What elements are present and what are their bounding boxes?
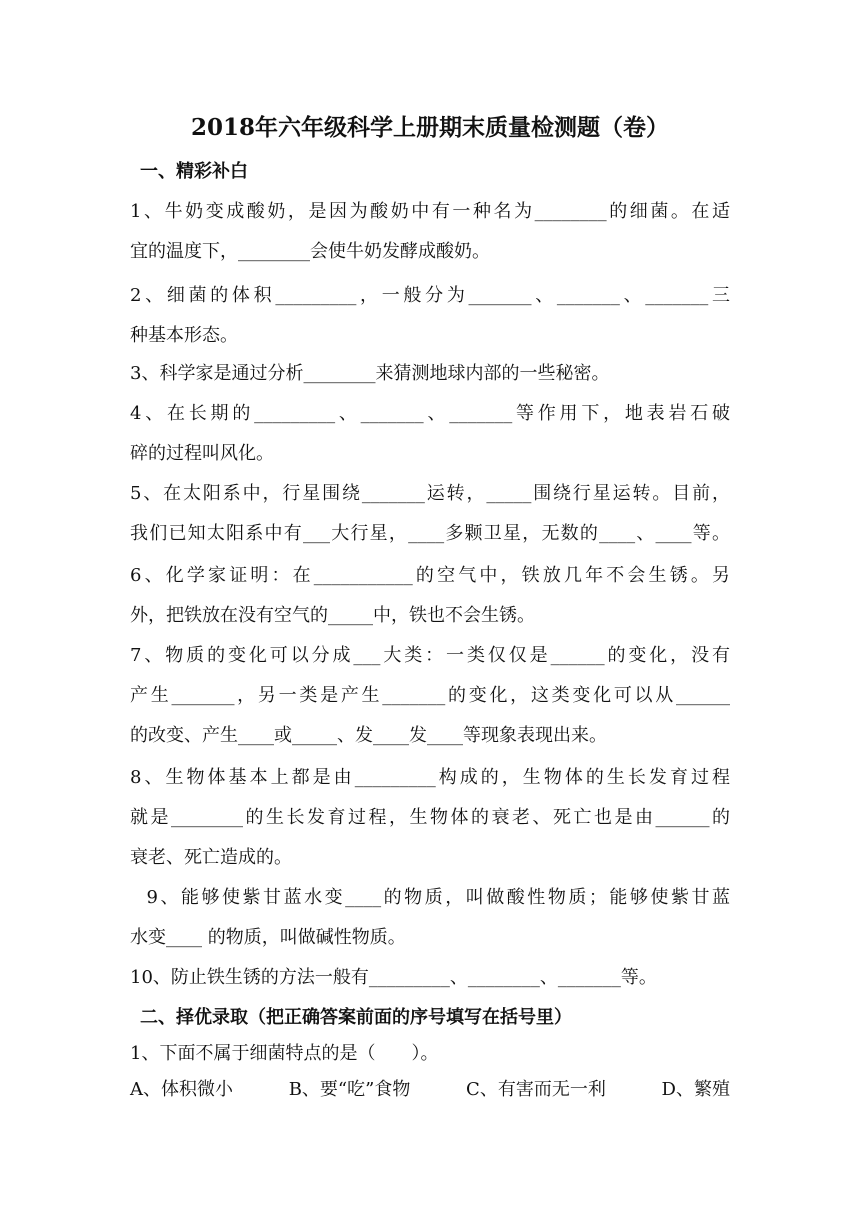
question-line: 5、在太阳系中，行星围绕_______运转，_____围绕行星运转。目前， (130, 483, 730, 504)
question-line: 7、物质的变化可以分成___大类：一类仅仅是______的变化，没有 (130, 645, 730, 666)
section-2-heading: 二、择优录取（把正确答案前面的序号填写在括号里） (140, 1007, 572, 1028)
choice-options (130, 1076, 730, 1104)
question-7 (130, 636, 730, 756)
question-line: 6、化学家证明：在___________的空气中，铁放几年不会生锈。另 (130, 565, 730, 586)
option-b: B、要“吃”食物 (288, 1079, 411, 1100)
page-title: 2018年六年级科学上册期末质量检测题（卷） (190, 114, 669, 141)
question-9 (130, 878, 730, 958)
question-line: 的改变、产生____或_____、发____发____等现象表现出来。 (130, 725, 607, 746)
question-10 (130, 958, 730, 998)
question-8 (130, 758, 730, 878)
section-1-heading: 一、精彩补白 (140, 161, 248, 182)
question-line: 产生_______，另一类是产生_______的变化，这类变化可以从______ (130, 685, 730, 706)
question-line: 我们已知太阳系中有___大行星，____多颗卫星，无数的____、____等。 (130, 523, 730, 544)
option-c: C、有害而无一利 (466, 1079, 606, 1100)
option-d: D、繁殖 (661, 1079, 730, 1100)
choice-question-1 (130, 1034, 730, 1074)
option-a: A、体积微小 (130, 1079, 233, 1100)
question-line: 2、细菌的体积_________，一般分为_______、_______、_______三 (130, 285, 730, 306)
question-6 (130, 556, 730, 636)
question-line: 就是________的生长发育过程，生物体的衰老、死亡也是由______的 (130, 807, 730, 828)
question-line: 10、防止铁生锈的方法一般有_________、________、_______等。 (130, 967, 657, 988)
question-stem: 1、下面不属于细菌特点的是（ ）。 (130, 1043, 439, 1064)
question-2 (130, 276, 730, 356)
question-line: 8、生物体基本上都是由_________构成的，生物体的生长发育过程 (130, 767, 730, 788)
question-1 (130, 192, 730, 272)
question-3 (130, 354, 730, 394)
question-line: 1、牛奶变成酸奶，是因为酸奶中有一种名为________的细菌。在适 (130, 201, 730, 222)
question-line: 水变____ 的物质，叫做碱性物质。 (130, 927, 406, 948)
question-line: 种基本形态。 (130, 325, 238, 346)
question-4 (130, 394, 730, 474)
question-line: 4、在长期的_________、_______、_______等作用下，地表岩石破 (130, 403, 730, 424)
question-5 (130, 474, 730, 554)
question-line: 碎的过程叫风化。 (130, 443, 274, 464)
question-line: 外，把铁放在没有空气的_____中，铁也不会生锈。 (130, 605, 535, 626)
question-line: 9、能够使紫甘蓝水变____的物质，叫做酸性物质；能够使紫甘蓝 (130, 887, 730, 908)
question-line: 宜的温度下，________会使牛奶发酵成酸奶。 (130, 241, 490, 262)
question-line: 3、科学家是通过分析________来猜测地球内部的一些秘密。 (130, 363, 610, 384)
question-line: 衰老、死亡造成的。 (130, 847, 292, 868)
